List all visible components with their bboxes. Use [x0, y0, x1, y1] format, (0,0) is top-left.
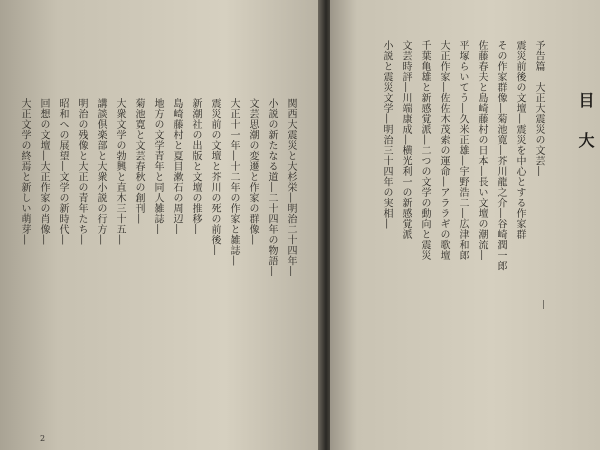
text-column: 島崎藤村と夏目漱石の周辺―: [171, 98, 182, 235]
text-column: 昭和への展望―文学の新時代―: [57, 98, 68, 245]
right-page: [330, 0, 600, 450]
text-column: 震災前の文壇と芥川の死の前後―: [209, 98, 220, 256]
text-column: 大衆文学の勃興と直木三十五―: [114, 98, 125, 245]
text-column: 新潮社の出版と文壇の推移―: [190, 98, 201, 235]
text-column: 地方の文学青年と同人雑誌―: [152, 98, 163, 235]
text-column: 明治の残像と大正の青年たち―: [76, 98, 87, 245]
text-column: 関西大震災と大杉栄―明治二十四年―: [285, 98, 296, 277]
heading-char: 大: [576, 132, 595, 148]
page-number: 2: [40, 434, 46, 443]
text-column: 菊池寛と文芸春秋の創刊―: [133, 98, 144, 224]
text-column: その作家群像―菊池寛―芥川龍之介―谷崎潤一郎: [495, 40, 506, 271]
text-column: 文芸思潮の変遷と作家の群像―: [247, 98, 258, 245]
text-column: 講談倶楽部と大衆小説の行方―: [95, 98, 106, 245]
text-column: 予告篇 大正大震災の文芸―: [533, 40, 544, 177]
text-column: 平塚らいてう―久米正雄―宇野浩二―広津和郎: [457, 40, 468, 261]
text-column: 震災前後の文壇―震災を中心とする作家群: [514, 40, 525, 240]
text-column: 千葉亀雄と新感覚派―二つの文学の動向と震災: [419, 40, 430, 261]
text-column: 回想の文壇―大正作家の肖像―: [38, 98, 49, 245]
section-marker: ―: [538, 300, 548, 309]
text-column: 佐藤春夫と島崎藤村の日本―長い文壇の潮流―: [476, 40, 487, 261]
text-column: 文芸時評―川端康成―横光利一の新感覚派: [400, 40, 411, 240]
text-column: 小説と震災文学―明治三十四年の実相―: [381, 40, 392, 229]
text-column: 大正十一年―十二年の作家と雑誌―: [228, 98, 239, 266]
heading-char: 目: [576, 92, 595, 108]
text-column: 大正作家―佐佐木茂索の運命―アララギの歌壇: [438, 40, 449, 261]
text-column: 大正文学の終焉と新しい萌芽―: [19, 98, 30, 245]
text-column: 小説の新たなる道―二十四年の物語―: [266, 98, 277, 277]
